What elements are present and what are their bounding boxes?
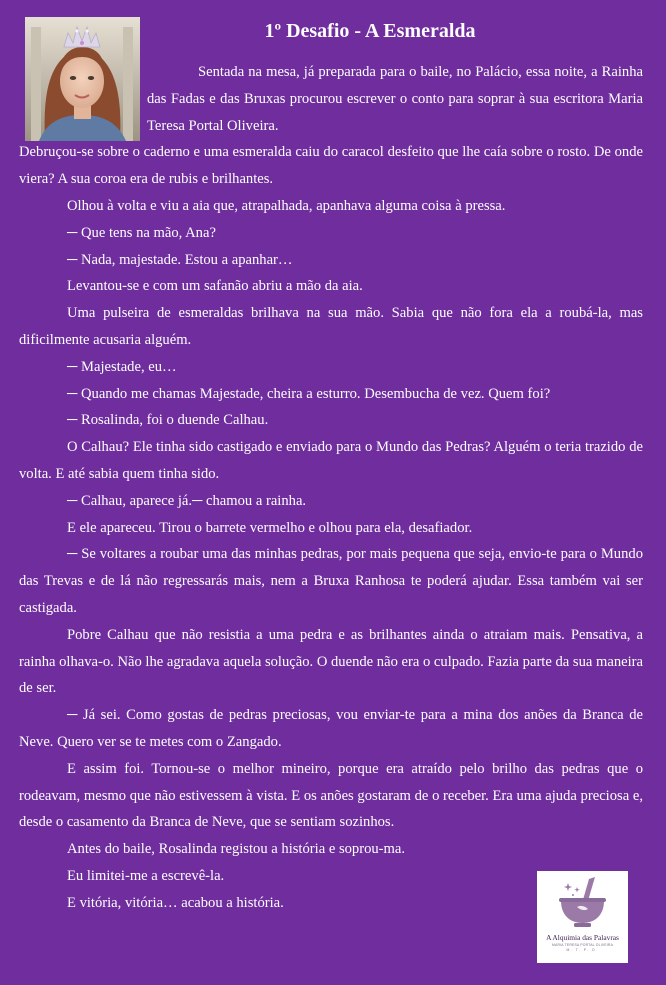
paragraph: ─ Nada, majestade. Estou a apanhar… (67, 251, 293, 268)
logo-subtitle: MARIA TERESA PORTAL OLIVEIRA (551, 943, 614, 947)
paragraph: ─ Que tens na mão, Ana? (67, 224, 216, 241)
paragraph: Levantou-se e com um safanão abriu a mão da aia. (67, 278, 363, 295)
logo-title: A Alquimia das Palavras (546, 933, 619, 942)
brand-logo (537, 871, 628, 963)
paragraph: ─ Rosalinda, foi o duende Calhau. (67, 412, 269, 429)
paragraph: Eu limitei-me a escrevê-la. (67, 867, 225, 884)
paragraph: E ele apareceu. Tirou o barrete vermelho e olhou para ela, desafiador. (67, 519, 473, 536)
paragraph: ─ Majestade, eu… (67, 358, 177, 375)
paragraph: Sentada na mesa, já preparada para o baile, no Palácio, essa noite, a Rainha das Fadas e das Bruxas procurou escrever o conto para soprar à sua escritora Maria Teresa Portal Oliveira. (147, 64, 643, 134)
paragraph: Debruçou-se sobre o caderno e uma esmeralda caiu do caracol desfeito que lhe caía sobre o rosto. De onde viera? A sua coroa era de rubis e brilhantes. (19, 144, 643, 188)
mortar-pestle-icon (537, 871, 628, 933)
story-text (19, 59, 643, 917)
paragraph: E assim foi. Tornou-se o melhor mineiro, porque era atraído pelo brilho das pedras que o rodeavam, mesmo que não estivessem à vista. E os anões gostaram de o receber. Era uma ajuda preciosa e, desde o casamento da Branca de Neve, que se sentiam sozinhos. (19, 760, 643, 831)
paragraph: Pobre Calhau que não resistia a uma pedra e as brilhantes ainda o atraiam mais. Pensativa, a rainha olhava-o. Não lhe agradava aquela solução. O duende não era o culpado. Fazia parte da sua maneira de ser. (19, 626, 644, 697)
paragraph: ─ Quando me chamas Majestade, cheira a esturro. Desembucha de vez. Quem foi? (67, 385, 551, 402)
paragraph: Uma pulseira de esmeraldas brilhava na sua mão. Sabia que não fora ela a roubá-la, mas dificilmente acusaria alguém. (19, 305, 643, 348)
paragraph: Antes do baile, Rosalinda registou a história e soprou-ma. (67, 841, 406, 858)
paragraph: ─ Calhau, aparece já.─ chamou a rainha. (67, 492, 307, 509)
page-title: 1º Desafio - A Esmeralda (264, 20, 476, 42)
logo-initials: M. T. P. O. (566, 948, 599, 952)
paragraph: O Calhau? Ele tinha sido castigado e enviado para o Mundo das Pedras? Alguém o teria trazido de volta. E até sabia quem tinha sido. (19, 439, 643, 482)
paragraph: E vitória, vitória… acabou a história. (67, 894, 284, 911)
paragraph: ─ Já sei. Como gostas de pedras preciosas, vou enviar-te para a mina dos anões da Branca de Neve. Quero ver se te metes com o Zangado. (19, 707, 643, 750)
paragraph: ─ Se voltares a roubar uma das minhas pedras, por mais pequena que seja, envio-te para o Mundo das Trevas e de lá não regressarás mais, nem a Bruxa Ranhosa te poderá ajudar. Essa também vai ser castigada. (19, 546, 643, 616)
paragraph: Olhou à volta e viu a aia que, atrapalhada, apanhava alguma coisa à pressa. (67, 197, 506, 214)
